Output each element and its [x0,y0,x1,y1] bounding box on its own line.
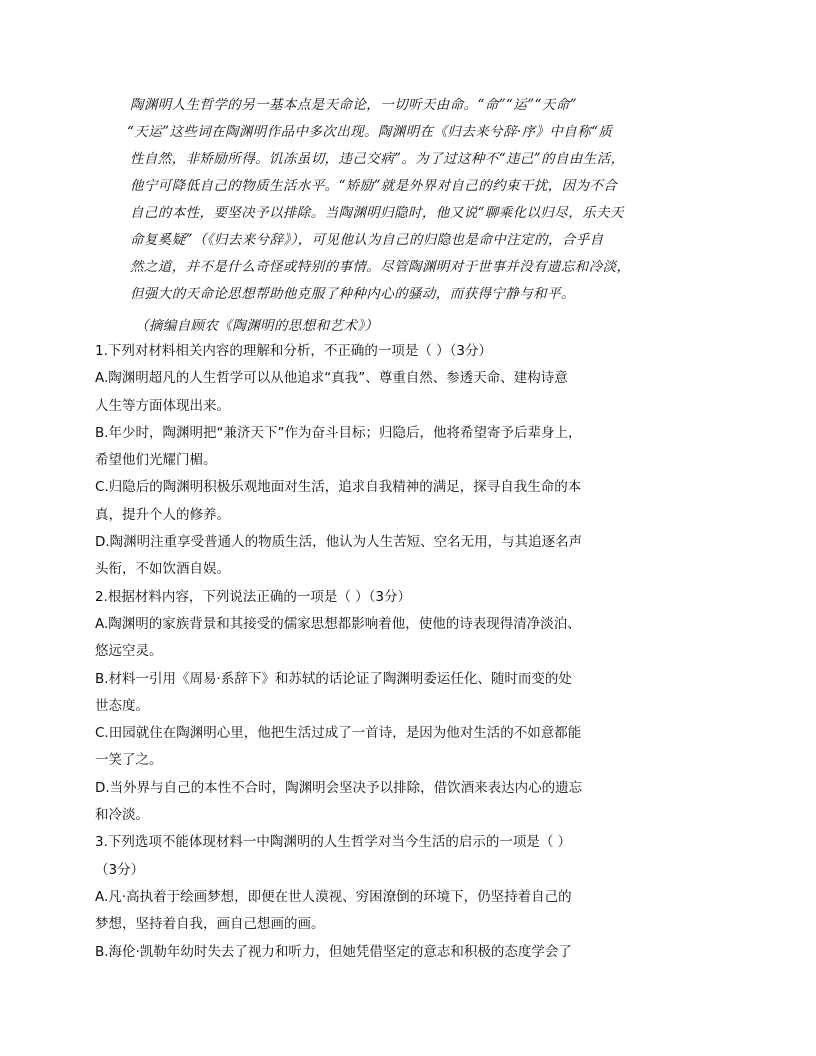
answer-option: C.田园就住在陶渊明心里，他把生活过成了一首诗，是因为他对生活的不如意都能 [95,725,582,742]
material-line: 但强大的天命论思想帮助他克服了种种内心的骚动，而获得宁静与和平。 [130,286,575,302]
answer-option: B.年少时，陶渊明把“兼济天下”作为奋斗目标；归隐后，他将希望寄予后辈身上， [95,424,582,441]
material-source: （摘编自顾农《陶渊明的思想和艺术》） [135,318,379,334]
material-line: 他宁可降低自己的物质生活水平。“矫励”就是外界对自己的约束干扰，因为不合 [130,178,618,194]
answer-option: D.当外界与自己的本性不合时，陶渊明会坚决予以排除，借饮酒来表达内心的遗忘 [95,779,583,796]
answer-option-continued: 一笑了之。 [95,752,163,769]
answer-option: A.陶渊明的家族背景和其接受的儒家思想都影响着他，使他的诗表现得清净淡泊、 [95,615,581,632]
answer-option-continued: 梦想，坚持着自我，画自己想画的画。 [95,916,325,933]
answer-option: B.海伦·凯勒年幼时失去了视力和听力，但她凭借坚定的意志和积极的态度学会了 [95,943,572,960]
reading-material [127,92,650,308]
material-line: 然之道，并不是什么奇怪或特别的事情。尽管陶渊明对于世事并没有遗忘和冷淡， [130,259,631,275]
answer-option: A.陶渊明超凡的人生哲学可以从他追求“真我”、尊重自然、参透天命、建构诗意 [95,370,568,387]
answer-option-continued: 希望他们光耀门楣。 [95,452,217,469]
answer-option: B.材料一引用《周易·系辞下》和苏轼的话论证了陶渊明委运任化、随时而变的处 [95,670,572,687]
answer-option-continued: 头衔，不如饮酒自娱。 [95,561,230,578]
answer-option-continued: 真，提升个人的修养。 [95,506,230,523]
answer-option-continued: 和冷淡。 [95,807,149,824]
answer-option-continued: 悠远空灵。 [95,643,163,660]
answer-option: D.陶渊明注重享受普通人的物质生活，他认为人生苦短、空名无用，与其追逐名声 [95,534,583,551]
material-line: “天运”这些词在陶渊明作品中多次出现。陶渊明在《归去来兮辞·序》中自称“质 [127,124,613,140]
answer-option: A.凡·高执着于绘画梦想，即便在世人漠视、穷困潦倒的环境下，仍坚持着自己的 [95,888,572,905]
question-stem: 3.下列选项不能体现材料一中陶渊明的人生哲学对当今生活的启示的一项是（ ） [95,834,572,851]
answer-option-continued: 人生等方面体现出来。 [95,397,230,414]
material-line: 性自然，非矫励所得。饥冻虽切，违己交病”。为了过这种不“违己”的自由生活， [130,151,625,167]
question-stem-continued: （3分） [95,861,145,878]
material-line: 陶渊明人生哲学的另一基本点是天命论，一切听天由命。“命”“运”“天命” [130,97,577,113]
question-stem: 1.下列对材料相关内容的理解和分析，不正确的一项是（ ）（3分） [95,343,493,359]
question-stem: 2.根据材料内容，下列说法正确的一项是（ ）（3分） [95,588,412,605]
material-line: 自己的本性，要坚决予以排除。当陶渊明归隐时，他又说“聊乘化以归尽，乐夫天 [130,205,624,221]
answer-option: C.归隐后的陶渊明积极乐观地面对生活，追求自我精神的满足，探寻自我生命的本 [95,479,582,496]
material-line: 命复奚疑”（《归去来兮辞》），可见他认为自己的归隐也是命中注定的，合乎自 [130,232,604,248]
answer-option-continued: 世态度。 [95,697,149,714]
question-section [95,338,655,966]
